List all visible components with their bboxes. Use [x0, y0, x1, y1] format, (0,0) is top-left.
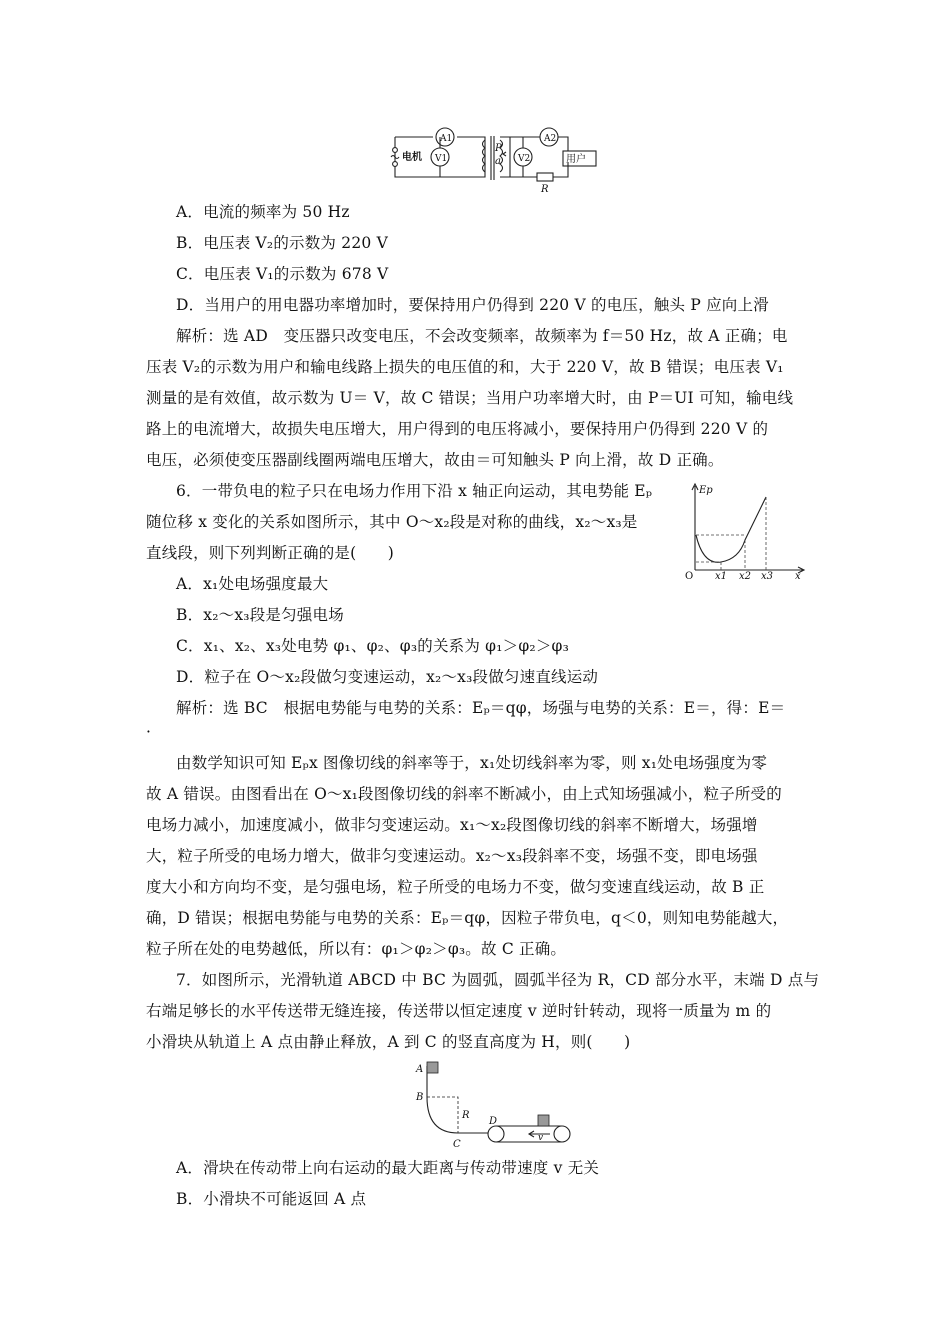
- q6-analysis-line: 大，粒子所受的电场力增大，做非匀变速运动。x₂～x₃段斜率不变，场强不变，即电场强: [146, 847, 758, 865]
- radius-r-label: R: [462, 1110, 470, 1121]
- q5-analysis-line: 路上的电流增大，故损失电压增大，用户得到的电压将减小，要保持用户仍得到 220 V 的: [146, 420, 769, 438]
- q5-analysis-line: 测量的是有效值，故示数为 U＝ V，故 C 错误；当用户功率增大时，由 P＝UI 可知，输电线: [146, 389, 794, 407]
- q6-stem-line: 直线段，则下列判断正确的是( ): [146, 544, 394, 562]
- q6-analysis-line: 确，D 错误；根据电势能与电势的关系：Eₚ＝qφ，因粒子带负电，q＜0，则知电势能越大，: [146, 909, 789, 927]
- q6-option-d: D．粒子在 O～x₂段做匀变速运动，x₂～x₃段做匀速直线运动: [176, 668, 599, 686]
- q6-analysis-line: 故 A 错误。由图看出在 O～x₁段图像切线的斜率不断减小，由上式知场强减小，粒子所受的: [146, 785, 782, 803]
- q6-option-a: A．x₁处电场强度最大: [176, 575, 329, 593]
- q6-analysis-line: 解析：选 BC 根据电势能与电势的关系：Eₚ＝qφ，场强与电势的关系：E＝，得：E＝: [176, 699, 786, 717]
- potential-energy-graph: [683, 480, 808, 580]
- q6-analysis-line: 度大小和方向均不变，是匀强电场，粒子所受的电场力不变，做匀变速直线运动，故 B 正: [146, 878, 765, 896]
- q7-stem-line: 小滑块从轨道上 A 点由静止释放，A 到 C 的竖直高度为 H，则( ): [146, 1033, 631, 1051]
- point-c-label: C: [453, 1139, 461, 1148]
- resistor-r-label: R: [541, 184, 549, 194]
- q6-analysis-dot: ·: [146, 723, 152, 741]
- q6-stem-line: 6．一带负电的粒子只在电场力作用下沿 x 轴正向运动，其电势能 Eₚ: [176, 482, 653, 500]
- x3-tick-label: x3: [761, 571, 774, 580]
- q5-option-d: D．当用户的用电器功率增加时，要保持用户仍得到 220 V 的电压，触头 P 应向上滑: [176, 296, 769, 314]
- ammeter-a2-label: A2: [544, 134, 557, 144]
- x-axis-label: x: [795, 571, 801, 580]
- x2-tick-label: x2: [739, 571, 752, 580]
- q7-stem-line: 7．如图所示，光滑轨道 ABCD 中 BC 为圆弧，圆弧半径为 R，CD 部分水平，末端 D 点与: [176, 971, 820, 989]
- q5-option-a: A．电流的频率为 50 Hz: [176, 203, 350, 221]
- ammeter-a1-label: A1: [440, 134, 453, 144]
- q5-analysis-line: 电压，必须使变压器副线圈两端电压增大，故由＝可知触头 P 向上滑，故 D 正确。: [146, 451, 724, 469]
- y-axis-label: Ep: [699, 485, 713, 496]
- user-label: 用户: [566, 154, 586, 165]
- q6-analysis-line: 电场力减小，加速度减小，做非匀变速运动。x₁～x₂段图像切线的斜率不断增大，场强增: [146, 816, 758, 834]
- q6-option-b: B．x₂～x₃段是匀强电场: [176, 606, 344, 624]
- q7-stem-line: 右端足够长的水平传送带无缝连接，传送带以恒定速度 v 逆时针转动，现将一质量为 m 的: [146, 1002, 772, 1020]
- source-label: 电机: [402, 152, 422, 163]
- point-b-label: B: [416, 1092, 424, 1103]
- voltmeter-v1-label: V1: [435, 154, 448, 164]
- q6-analysis-line: 粒子所在处的电势越低，所以有：φ₁＞φ₂＞φ₃。故 C 正确。: [146, 940, 567, 958]
- x1-tick-label: x1: [715, 571, 728, 580]
- transformer-circuit-figure: [385, 122, 600, 194]
- point-a-label: a: [495, 156, 501, 167]
- q7-option-a: A．滑块在传动带上向右运动的最大距离与传动带速度 v 无关: [176, 1159, 600, 1177]
- q7-option-b: B．小滑块不可能返回 A 点: [176, 1190, 367, 1208]
- q5-option-b: B．电压表 V₂的示数为 220 V: [176, 234, 388, 252]
- origin-label: O: [685, 571, 694, 580]
- point-d-label: D: [489, 1116, 498, 1127]
- belt-velocity-label: v: [538, 1133, 544, 1143]
- track-conveyor-figure: [410, 1060, 580, 1148]
- q5-analysis-line: 压表 V₂的示数为用户和输电线路上损失的电压值的和，大于 220 V，故 B 错误；电压表 V₁: [146, 358, 784, 376]
- slider-p-label: P: [495, 143, 502, 154]
- point-a-label: A: [416, 1064, 424, 1075]
- q6-option-c: C．x₁、x₂、x₃处电势 φ₁、φ₂、φ₃的关系为 φ₁＞φ₂＞φ₃: [176, 637, 569, 655]
- q6-analysis-line: 由数学知识可知 Eₚx 图像切线的斜率等于，x₁处切线斜率为零，则 x₁处电场强度为零: [176, 754, 768, 772]
- q5-analysis-line: 解析：选 AD 变压器只改变电压，不会改变频率，故频率为 f＝50 Hz，故 A 正确；电: [176, 327, 788, 345]
- q6-stem-line: 随位移 x 变化的关系如图所示，其中 O～x₂段是对称的曲线，x₂～x₃是: [146, 513, 638, 531]
- q5-option-c: C．电压表 V₁的示数为 678 V: [176, 265, 389, 283]
- voltmeter-v2-label: V2: [518, 154, 531, 164]
